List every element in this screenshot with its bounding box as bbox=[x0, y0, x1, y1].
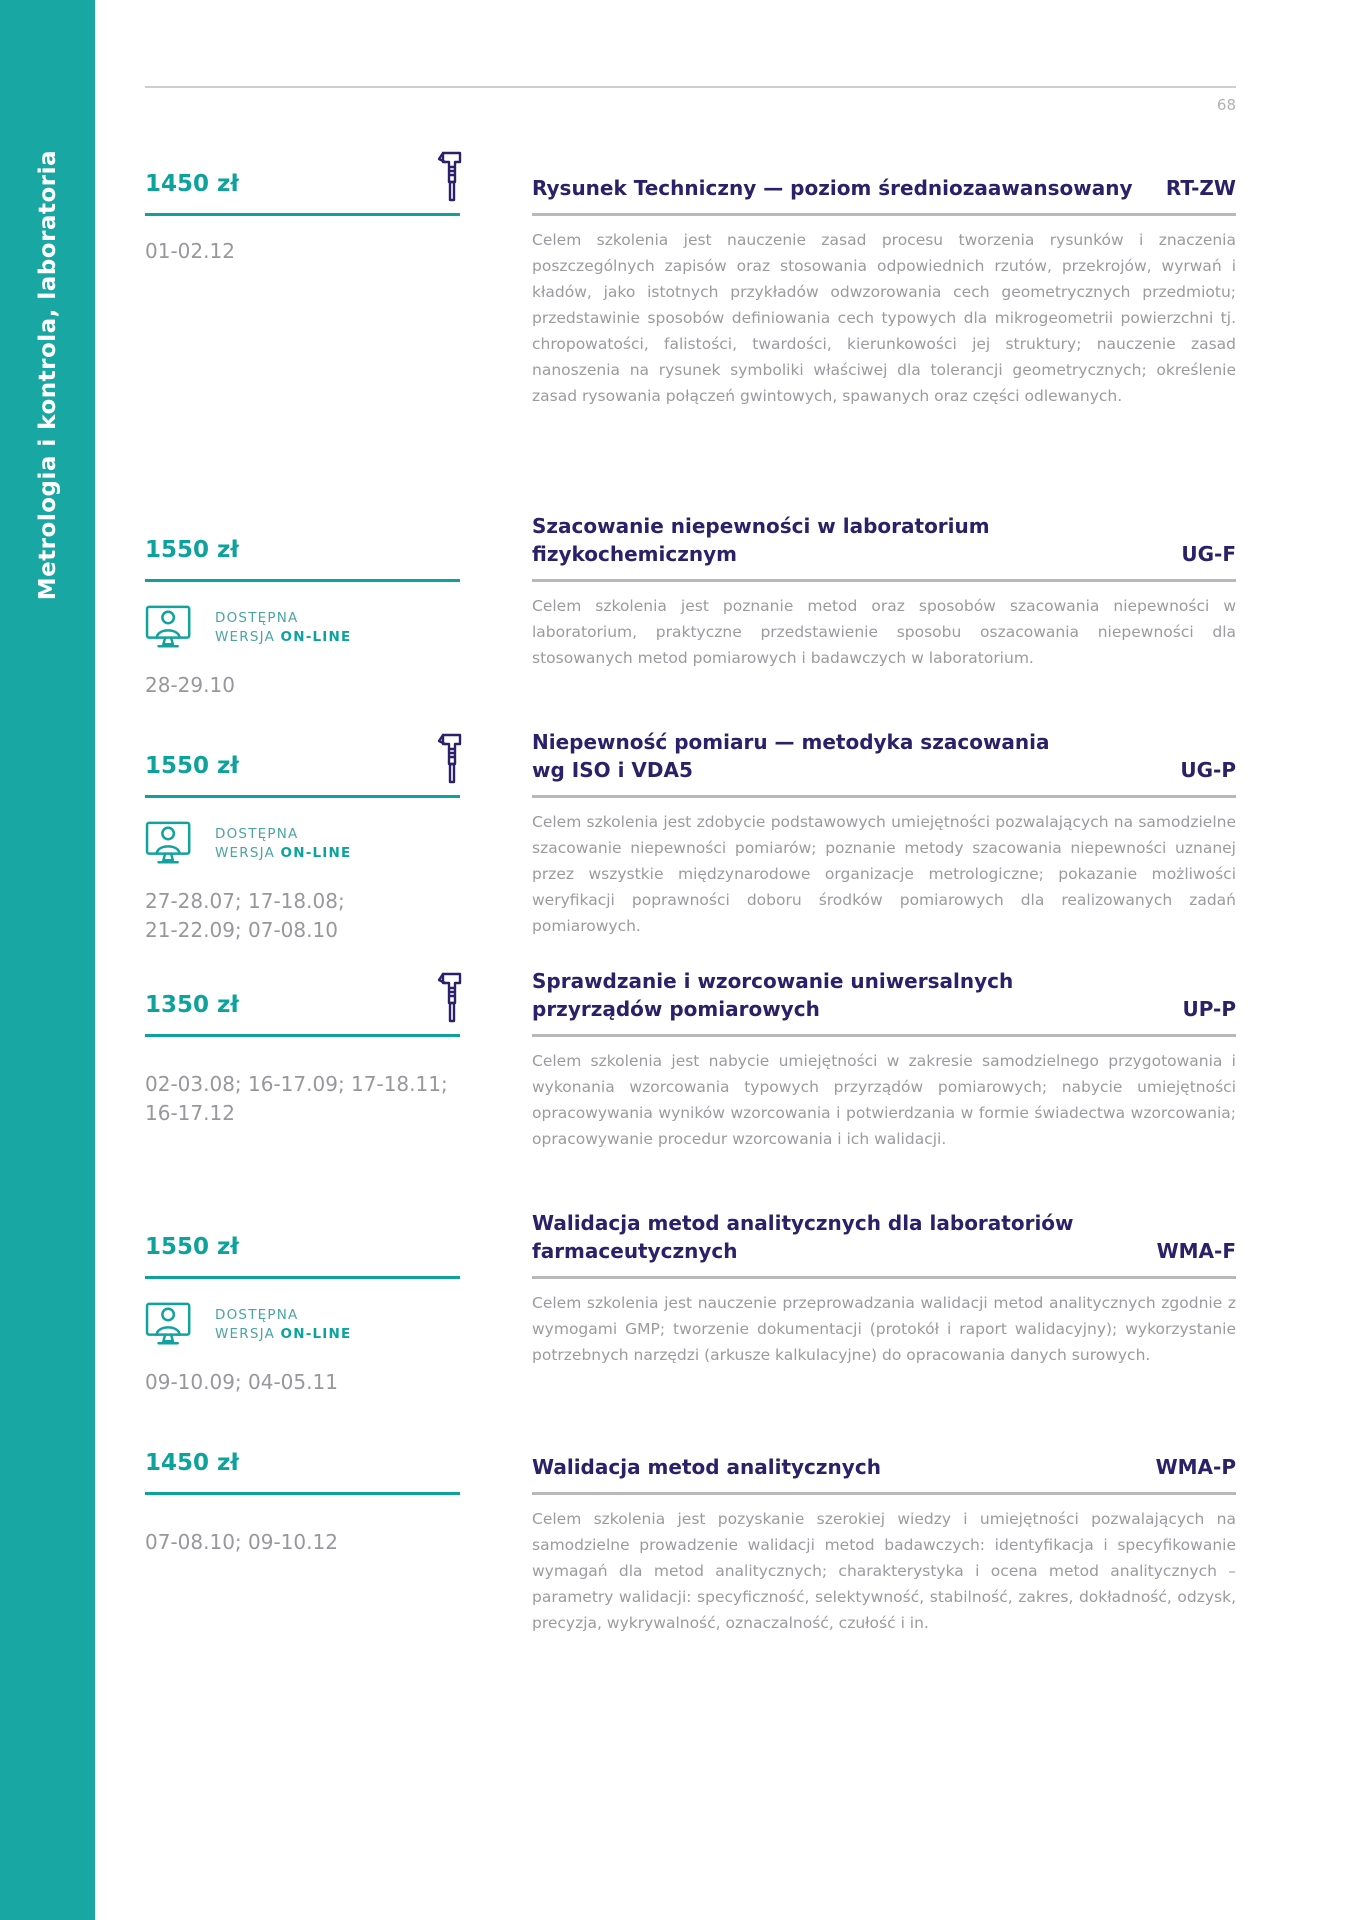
title-underline bbox=[532, 579, 1236, 582]
course-title: Rysunek Techniczny — poziom średniozaawansowany bbox=[532, 176, 1133, 200]
course-dates bbox=[145, 1070, 448, 1128]
category-sidebar bbox=[0, 0, 95, 1920]
course-dates-line: 09-10.09; 04-05.11 bbox=[145, 1370, 338, 1394]
online-version-badge bbox=[145, 821, 351, 867]
course-description: Celem szkolenia jest zdobycie podstawowych umiejętności pozwalających na samodzielne szacowanie niepewności pomiarów; poznanie metody szacowania niepewności uznanej przez wszystkie międzynarodowe organizacje metrologiczne; pokazanie możliwości weryfikacji poprawności doboru środków pomiarowych dla realizowanych zadań pomiarowych. bbox=[532, 813, 1236, 935]
online-badge-text: DOSTĘPNA WERSJA ON-LINE bbox=[215, 826, 352, 861]
course-price: 1550 zł bbox=[145, 537, 239, 563]
course-dates-line: 28-29.10 bbox=[145, 673, 235, 697]
course-dates-line: 07-08.10; 09-10.12 bbox=[145, 1530, 338, 1554]
caliper-icon bbox=[437, 732, 467, 790]
course-dates bbox=[145, 887, 345, 945]
course-code: UG-F bbox=[1181, 542, 1236, 566]
course-dates-line: 21-22.09; 07-08.10 bbox=[145, 918, 338, 942]
course-title: Walidacja metod analitycznych dla laboratoriów farmaceutycznych bbox=[532, 1211, 1074, 1263]
course-dates-line: 27-28.07; 17-18.08; bbox=[145, 889, 345, 913]
online-badge-text: DOSTĘPNA WERSJA ON-LINE bbox=[215, 610, 352, 645]
course-price: 1350 zł bbox=[145, 992, 239, 1018]
caliper-icon bbox=[437, 150, 467, 208]
course-description: Celem szkolenia jest pozyskanie szerokiej wiedzy i umiejętności pozwalających na samodzielne prowadzenie walidacji metod badawczych: identyfikacja i specyfikowanie wymagań dla metod analitycznych; charakterystyka i ocena metod analitycznych – parametry walidacji: specyficzność, selektywność, stabilność, zakres, dokładność, odzysk, precyzja, wykrywalność, oznaczalność, czułość i in. bbox=[532, 1510, 1236, 1632]
title-underline bbox=[532, 1034, 1236, 1037]
course-dates-line: 01-02.12 bbox=[145, 239, 235, 263]
course-code: WMA-P bbox=[1155, 1455, 1236, 1479]
course-code: RT-ZW bbox=[1165, 176, 1236, 200]
course-code: UG-P bbox=[1180, 758, 1236, 782]
course-dates bbox=[145, 1528, 338, 1557]
course-title-row bbox=[532, 1209, 1236, 1265]
course-title-row bbox=[532, 512, 1236, 568]
course-price: 1550 zł bbox=[145, 753, 239, 779]
online-badge-text: DOSTĘPNA WERSJA ON-LINE bbox=[215, 1307, 352, 1342]
online-training-monitor-icon bbox=[145, 1302, 197, 1348]
course-title-row bbox=[532, 967, 1236, 1023]
course-description: Celem szkolenia jest poznanie metod oraz sposobów szacowania niepewności w laboratorium, praktyczne przedstawienie sposobu oszacowania niepewności dla stosowanych metod pomiarowych i badawczych w laboratorium. bbox=[532, 597, 1236, 667]
online-version-badge bbox=[145, 605, 351, 651]
price-underline bbox=[145, 579, 460, 582]
online-training-monitor-icon bbox=[145, 821, 197, 867]
title-underline bbox=[532, 213, 1236, 216]
price-underline bbox=[145, 213, 460, 216]
course-code: UP-P bbox=[1182, 997, 1236, 1021]
price-underline bbox=[145, 1492, 460, 1495]
course-title: Niepewność pomiaru — metodyka szacowania wg ISO i VDA5 bbox=[532, 730, 1050, 782]
course-description: Celem szkolenia jest nauczenie przeprowadzania walidacji metod analitycznych zgodnie z wymogami GMP; tworzenie dokumentacji (protokół i raport walidacyjny); wykorzystanie potrzebnych narzędzi (arkusze kalkulacyjne) do opracowania danych surowych. bbox=[532, 1294, 1236, 1364]
course-dates bbox=[145, 671, 235, 700]
course-description: Celem szkolenia jest nabycie umiejętności w zakresie samodzielnego przygotowania i wykonania wzorcowania typowych przyrządów pomiarowych; nabycie umiejętności opracowywania wyników wzorcowania i potwierdzania w formie świadectwa wzorcowania; opracowywanie procedur wzorcowania i ich walidacji. bbox=[532, 1052, 1236, 1148]
course-code: WMA-F bbox=[1156, 1239, 1236, 1263]
course-title: Walidacja metod analitycznych bbox=[532, 1455, 881, 1479]
page-number: 68 bbox=[1216, 96, 1236, 114]
course-title-row bbox=[532, 1453, 1236, 1481]
caliper-icon bbox=[437, 971, 467, 1029]
price-underline bbox=[145, 1276, 460, 1279]
category-label: Metrologia i kontrola, laboratoria bbox=[34, 150, 61, 601]
course-title: Szacowanie niepewności w laboratorium fizykochemicznym bbox=[532, 514, 990, 566]
title-underline bbox=[532, 1492, 1236, 1495]
course-dates bbox=[145, 1368, 338, 1397]
course-price: 1550 zł bbox=[145, 1234, 239, 1260]
title-underline bbox=[532, 795, 1236, 798]
price-underline bbox=[145, 795, 460, 798]
course-dates bbox=[145, 237, 235, 266]
price-underline bbox=[145, 1034, 460, 1037]
course-title: Sprawdzanie i wzorcowanie uniwersalnych przyrządów pomiarowych bbox=[532, 969, 1014, 1021]
page-content bbox=[145, 0, 1236, 1920]
course-price: 1450 zł bbox=[145, 1450, 239, 1476]
course-dates-line: 02-03.08; 16-17.09; 17-18.11; bbox=[145, 1072, 448, 1096]
course-description: Celem szkolenia jest nauczenie zasad procesu tworzenia rysunków i znaczenia poszczególnych zapisów oraz stosowania odpowiednich rzutów, przekrojów, wyrwań i kładów, jako istotnych przykładów odwzorowania cech geometrycznych przedmiotu; przedstawinie sposobów definiowania cech typowych dla mikrogeometrii powierzchni tj. chropowatości, falistości, twardości, kierunkowości jej struktury; nauczenie zasad nanoszenia na rysunek symboliki właściwej dla tolerancji geometrycznych; określenie zasad rysowania połączeń gwintowych, spawanych oraz części odlewanych. bbox=[532, 231, 1236, 405]
course-price: 1450 zł bbox=[145, 171, 239, 197]
title-underline bbox=[532, 1276, 1236, 1279]
top-divider bbox=[145, 86, 1236, 88]
online-training-monitor-icon bbox=[145, 605, 197, 651]
online-version-badge bbox=[145, 1302, 351, 1348]
course-title-row bbox=[532, 174, 1236, 202]
course-dates-line: 16-17.12 bbox=[145, 1101, 235, 1125]
course-title-row bbox=[532, 728, 1236, 784]
